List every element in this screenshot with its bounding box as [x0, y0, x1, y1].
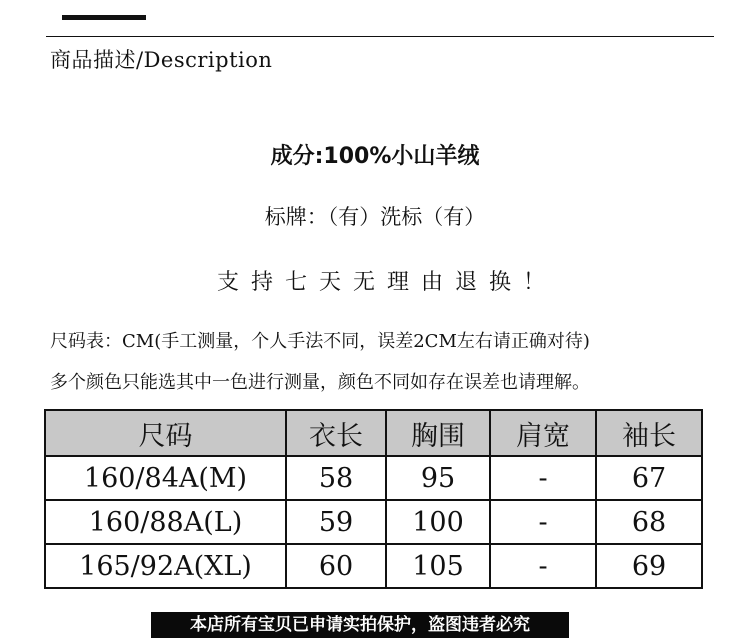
header-chest: 胸围 — [386, 410, 490, 456]
cell-sleeve: 68 — [596, 500, 702, 544]
cell-size: 165/92A(XL) — [45, 544, 286, 588]
table-row — [45, 544, 702, 588]
cell-shoulder: - — [490, 500, 596, 544]
measure-note: 尺码表：CM(手工测量，个人手法不同，误差2CM左右请正确对待) — [50, 331, 590, 352]
composition-text: 成分:100%小山羊绒 — [270, 144, 480, 169]
header-sleeve: 袖长 — [596, 410, 702, 456]
top-accent-bar — [62, 15, 146, 20]
section-title: 商品描述/Description — [50, 48, 273, 72]
label-info-text: 标牌：（有）洗标（有） — [264, 205, 486, 229]
table-row — [45, 456, 702, 500]
table-header-row — [45, 410, 702, 456]
header-length: 衣长 — [286, 410, 386, 456]
header-shoulder: 肩宽 — [490, 410, 596, 456]
size-table — [44, 409, 703, 589]
header-divider — [46, 36, 714, 37]
cell-shoulder: - — [490, 456, 596, 500]
copyright-banner: 本店所有宝贝已申请实拍保护，盗图违者必究 — [151, 612, 569, 638]
cell-length: 58 — [286, 456, 386, 500]
return-policy-text: 支持七天无理由退换！ — [216, 270, 557, 295]
cell-size: 160/88A(L) — [45, 500, 286, 544]
cell-sleeve: 67 — [596, 456, 702, 500]
cell-chest: 95 — [386, 456, 490, 500]
color-note: 多个颜色只能选其中一色进行测量，颜色不同如存在误差也请理解。 — [50, 372, 590, 393]
cell-size: 160/84A(M) — [45, 456, 286, 500]
table-row — [45, 500, 702, 544]
header-size: 尺码 — [45, 410, 286, 456]
cell-shoulder: - — [490, 544, 596, 588]
cell-sleeve: 69 — [596, 544, 702, 588]
cell-chest: 105 — [386, 544, 490, 588]
cell-length: 60 — [286, 544, 386, 588]
cell-length: 59 — [286, 500, 386, 544]
cell-chest: 100 — [386, 500, 490, 544]
